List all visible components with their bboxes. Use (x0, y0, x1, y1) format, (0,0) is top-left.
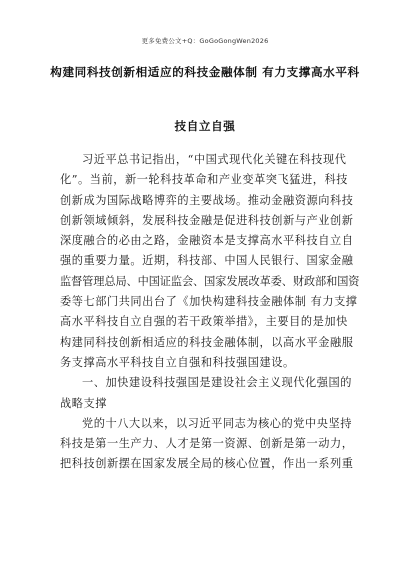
body-text-line: 创新成为国际战略博弈的主要战场。推动金融资源向科技 (60, 193, 354, 207)
body-text-line: 深度融合的必由之路，金融资本是支撑高水平科技自立自 (60, 234, 354, 248)
body-text-line: 监督管理总局、中国证监会、国家发展改革委、财政部和国资 (60, 274, 360, 288)
document-body (60, 150, 360, 475)
body-text-line: 一、加快建设科技强国是建设社会主义现代化强国的 (82, 376, 352, 390)
document-title-line-2: 技自立自强 (174, 119, 236, 133)
body-text-line: 化”。当前，新一轮科技革命和产业变革突飞猛进，科技 (60, 173, 348, 187)
body-text-line: 强的重要力量。近期，科技部、中国人民银行、国家金融 (60, 254, 354, 268)
body-text-line: 构建同科技创新相适应的科技金融体制，以高水平金融服 (60, 335, 354, 349)
body-text-line: 战略支撑 (60, 396, 107, 410)
body-text-line: 委等七部门共同出台了《加快构建科技金融体制 有力支撑 (60, 295, 358, 309)
body-text-line: 习近平总书记指出，“中国式现代化关键在科技现代 (82, 153, 347, 166)
body-text-line: 创新领域倾斜，发展科技金融是促进科技创新与产业创新 (60, 213, 354, 227)
body-text-line: 党的十八大以来，以习近平同志为核心的党中央坚持 (82, 416, 352, 430)
body-text-line: 把科技创新摆在国家发展全局的核心位置，作出一系列重 (60, 457, 354, 471)
body-text-line: 高水平科技自立自强的若干政策举措》，主要目的是加快 (60, 315, 348, 329)
header-note: 更多免费公文+Q：GoGoGongWen2026 (141, 37, 269, 45)
body-text-line: 务支撑高水平科技自立自强和科技强国建设。 (60, 355, 295, 369)
document-title-line-1: 构建同科技创新相适应的科技金融体制 有力支撑高水平科 (50, 65, 360, 79)
body-text-line: 科技是第一生产力、人才是第一资源、创新是第一动力， (60, 437, 354, 451)
